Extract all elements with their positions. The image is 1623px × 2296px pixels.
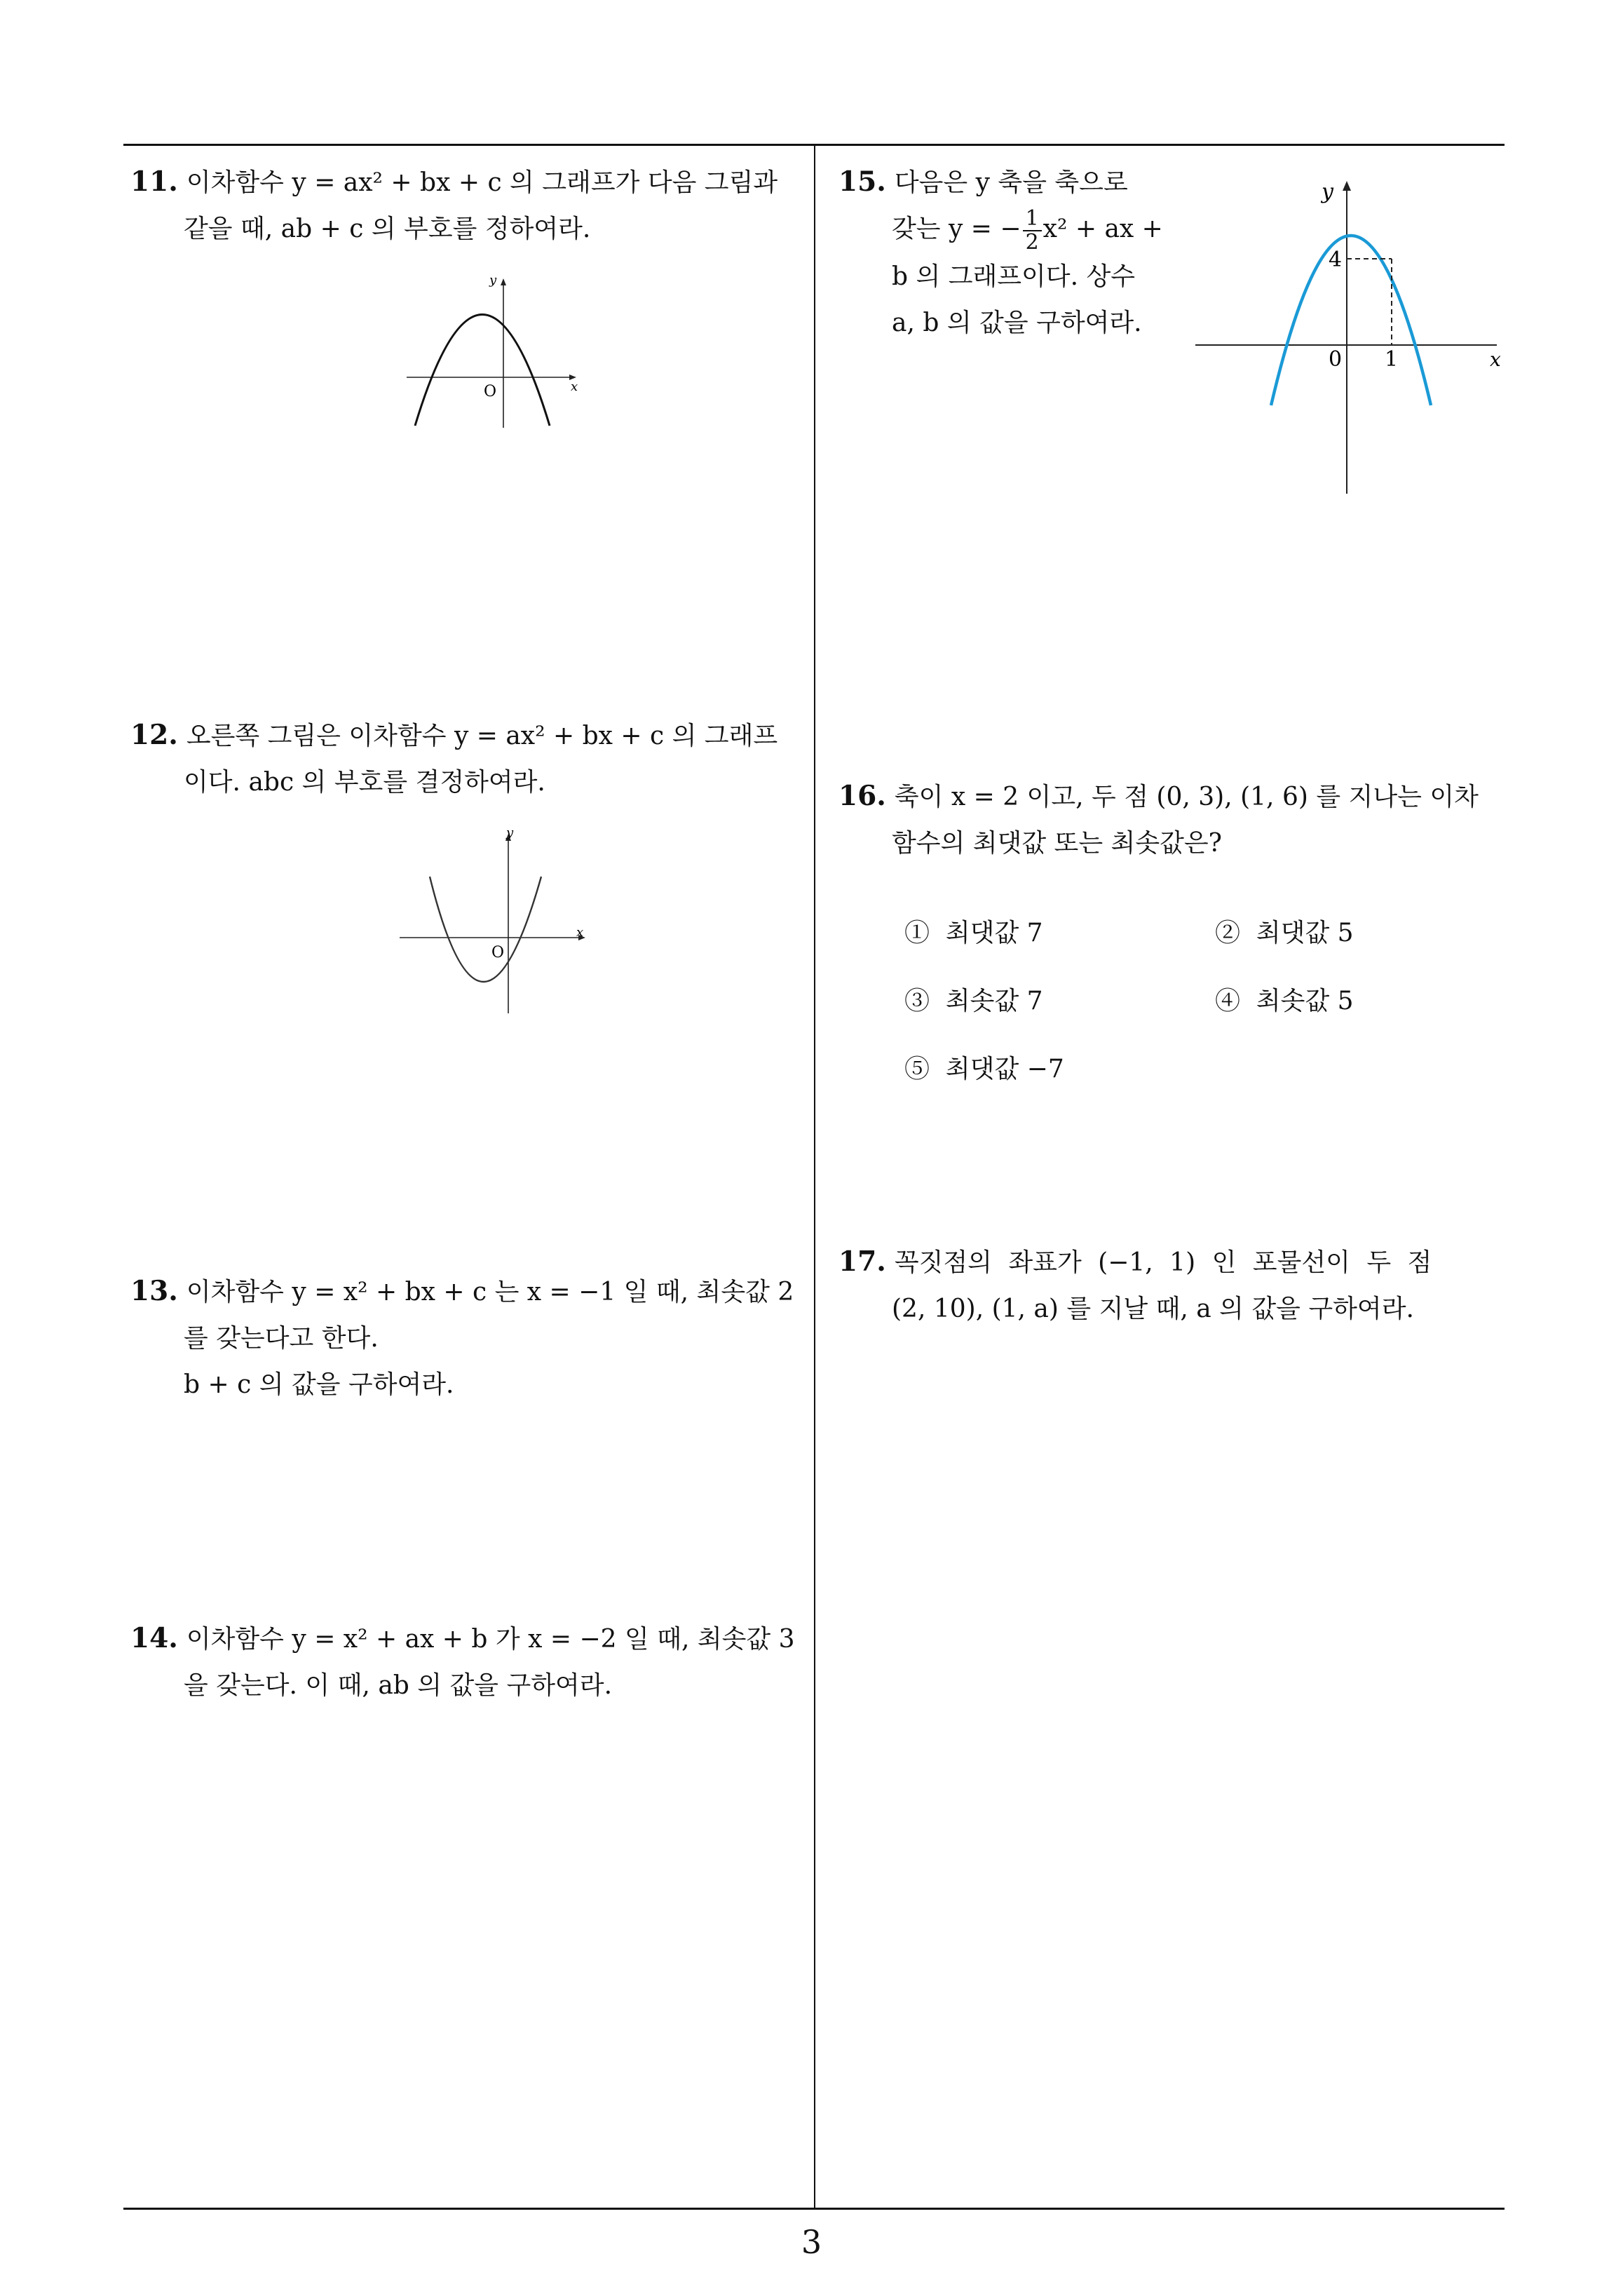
- problem-16: [838, 773, 1479, 867]
- parabola-curve: [415, 315, 550, 426]
- problem-11: [130, 158, 777, 252]
- problem-number: 14.: [130, 1622, 178, 1654]
- problem-text: 을 갖는다. 이 때, ab 의 값을 구하여라.: [184, 1671, 613, 1700]
- problem-text-part: 갖는 y = −: [892, 215, 1021, 243]
- choice-5: [904, 1049, 1064, 1085]
- problem-text: 이차함수 y = x² + bx + c 는 x = −1 일 때, 최솟값 2: [186, 1278, 794, 1306]
- choice-text: 최댓값 −7: [945, 1055, 1064, 1083]
- choice-text: 최댓값 7: [945, 919, 1043, 947]
- column-divider: [814, 144, 815, 2209]
- problem-11-graph: [400, 270, 582, 438]
- problem-text: (2, 10), (1, a) 를 지날 때, a 의 값을 구하여라.: [892, 1295, 1414, 1323]
- y-axis-label: y: [489, 273, 497, 288]
- problem-12: [130, 712, 777, 806]
- x-tick-label: 1: [1385, 347, 1399, 372]
- origin-label: O: [491, 944, 505, 961]
- problem-number: 13.: [130, 1275, 178, 1307]
- choice-text: 최솟값 5: [1256, 987, 1354, 1015]
- problem-number: 16.: [838, 780, 886, 812]
- problem-15-graph: [1188, 175, 1511, 498]
- x-axis-label: x: [576, 925, 584, 940]
- problem-text: 같을 때, ab + c 의 부호를 정하여라.: [184, 215, 591, 243]
- y-axis-arrow: [1343, 181, 1351, 191]
- problem-12-graph: [396, 824, 599, 1020]
- x-axis-label: x: [571, 379, 578, 394]
- problem-14: [130, 1615, 795, 1709]
- parabola-curve: [1271, 236, 1431, 405]
- problem-text: 다음은 y 축을 축으로: [894, 168, 1128, 197]
- problem-text: [838, 206, 1163, 254]
- problem-text: b 의 그래프이다. 상수: [892, 262, 1136, 291]
- choice-mark: ⑤: [904, 1055, 930, 1083]
- problem-text: b + c 의 값을 구하여라.: [184, 1370, 454, 1399]
- problem-number: 12.: [130, 719, 178, 751]
- problem-text: 축이 x = 2 이고, 두 점 (0, 3), (1, 6) 를 지나는 이차: [894, 783, 1479, 811]
- fraction-numerator: 1: [1023, 208, 1042, 231]
- problem-text: a, b 의 값을 구하여라.: [892, 309, 1142, 337]
- choice-mark: ②: [1215, 919, 1241, 947]
- problem-text: 꼭짓점의 좌표가 (−1, 1) 인 포물선이 두 점: [894, 1248, 1432, 1277]
- problem-13: [130, 1268, 794, 1408]
- y-axis-label: y: [506, 825, 514, 840]
- choice-1: [904, 913, 1043, 949]
- fraction-denominator: 2: [1025, 230, 1039, 255]
- choice-mark: ③: [904, 987, 930, 1015]
- choice-mark: ④: [1215, 987, 1241, 1015]
- fraction: [1023, 208, 1042, 254]
- problem-text: 를 갖는다고 한다.: [184, 1324, 379, 1353]
- choice-text: 최댓값 5: [1256, 919, 1354, 947]
- problem-text: 오른쪽 그림은 이차함수 y = ax² + bx + c 의 그래프: [186, 722, 778, 750]
- y-tick-label: 4: [1329, 248, 1343, 272]
- origin-label: O: [484, 383, 497, 400]
- choice-3: [904, 981, 1043, 1017]
- problem-15: [838, 158, 1163, 346]
- problem-text: 함수의 최댓값 또는 최솟값은?: [892, 829, 1222, 858]
- problem-number: 11.: [130, 166, 178, 198]
- problem-number: 17.: [838, 1245, 886, 1278]
- choice-text: 최솟값 7: [945, 987, 1043, 1015]
- problem-text: 이차함수 y = x² + ax + b 가 x = −2 일 때, 최솟값 3: [186, 1625, 795, 1654]
- x-axis-label: x: [1490, 348, 1501, 371]
- problem-number: 15.: [838, 166, 886, 198]
- problem-text: 이차함수 y = ax² + bx + c 의 그래프가 다음 그림과: [186, 168, 778, 197]
- y-axis-label: y: [1322, 180, 1333, 204]
- page-number: 3: [801, 2223, 822, 2261]
- problem-text: 이다. abc 의 부호를 결정하여라.: [184, 768, 545, 797]
- choice-2: [1215, 913, 1354, 949]
- problem-text-part: x² + ax +: [1043, 215, 1163, 243]
- choice-mark: ①: [904, 919, 930, 947]
- origin-label: 0: [1329, 347, 1343, 372]
- y-axis-arrow: [501, 278, 506, 285]
- parabola-curve: [430, 877, 541, 982]
- bottom-rule: [123, 2208, 1505, 2210]
- choice-4: [1215, 981, 1354, 1017]
- problem-17: [838, 1238, 1432, 1332]
